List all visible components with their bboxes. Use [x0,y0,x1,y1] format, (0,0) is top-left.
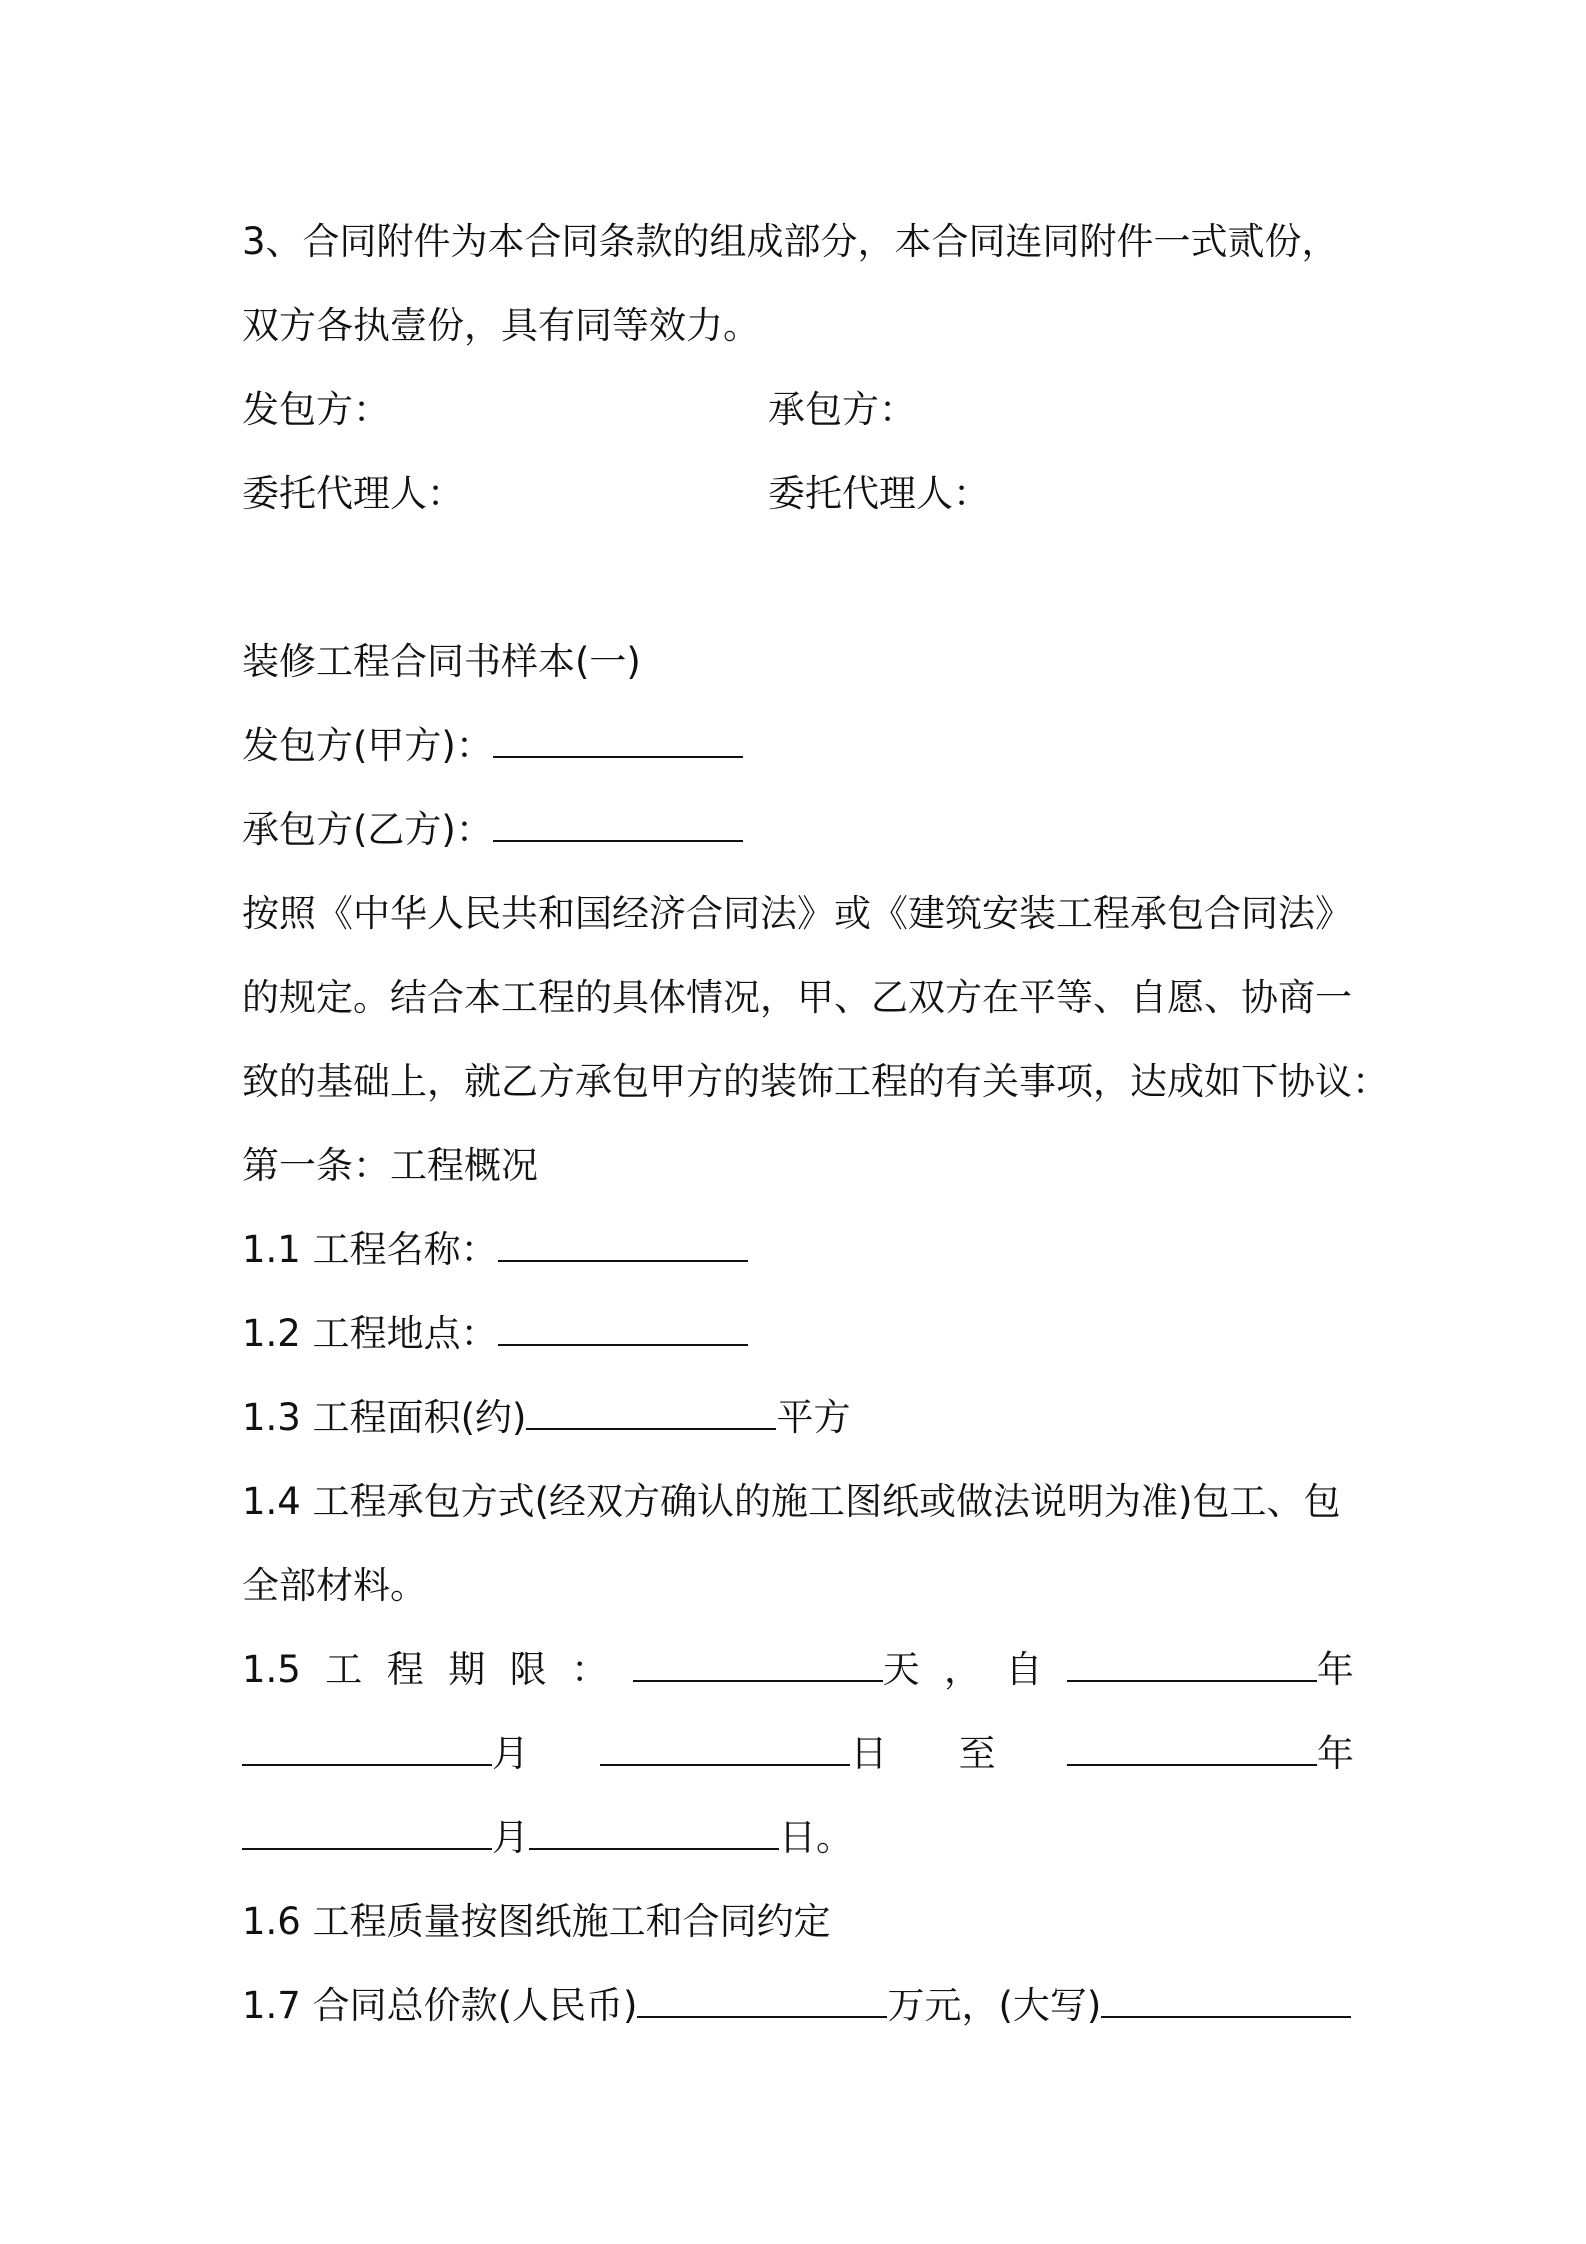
price-unit: 万元， [887,1984,999,2027]
contractor-signature-label: 承包方： [768,388,916,431]
party-b-line [242,788,1354,872]
end-day-blank[interactable] [529,1814,779,1850]
signature-row-agents [242,452,1354,536]
project-name-label: 1.1 工程名称： [242,1228,498,1271]
to-label: 至 [958,1732,996,1775]
item-1-4-line-2: 全部材料。 [242,1564,427,1607]
end-year-group [1067,1712,1354,1796]
start-day-group [600,1712,887,1796]
end-year-unit: 年 [1316,1732,1354,1775]
template-title: 装修工程合同书样本(一) [242,640,641,683]
start-day-blank[interactable] [600,1730,850,1766]
total-price-blank[interactable] [637,1982,887,2018]
area-unit: 平方 [776,1396,851,1439]
date-unit: 日 [850,1732,888,1775]
party-b-label: 承包方(乙方)： [242,808,493,851]
item-1-5-line-1 [242,1628,1354,1712]
item-1-7 [242,1964,1354,2048]
party-a-label: 发包方(甲方)： [242,724,493,767]
end-year-blank[interactable] [1067,1730,1317,1766]
start-year-blank[interactable] [1067,1646,1317,1682]
end-month-unit: 月 [492,1816,529,1859]
project-area-label: 1.3 工程面积(约) [242,1396,527,1439]
start-month-blank[interactable] [242,1730,492,1766]
item-1-4-line-1: 1.4 工程承包方式(经双方确认的施工图纸或做法说明为准)包工、包 [242,1480,1341,1523]
employer-signature-label: 发包方： [242,388,390,431]
duration-label-colon: ： [571,1648,609,1691]
day-unit: 天 [882,1648,920,1691]
party-a-line [242,704,1354,788]
article-1-title: 第一条：工程概况 [242,1144,538,1187]
party-b-blank[interactable] [493,806,743,842]
from-label: 自 [1005,1648,1043,1691]
item-1-6: 1.6 工程质量按图纸施工和合同约定 [242,1900,831,1943]
duration-label-char-4: 限 [509,1648,547,1691]
document-body [242,200,1389,2048]
item-1-2 [242,1292,1354,1376]
item-1-5-line-3 [242,1796,1354,1880]
duration-label-char-3: 期 [448,1648,486,1691]
total-price-label: 1.7 合同总价款(人民币) [242,1984,638,2027]
year-unit: 年 [1316,1648,1354,1691]
signature-row-parties [242,368,1354,452]
start-year-group [1067,1628,1354,1712]
end-month-blank[interactable] [242,1814,492,1850]
section-spacer [242,536,1354,620]
duration-label-char-2: 程 [386,1648,424,1691]
project-location-blank[interactable] [498,1310,748,1346]
party-a-blank[interactable] [493,722,743,758]
capital-amount-label: (大写) [998,1984,1102,2027]
month-unit: 月 [492,1732,529,1775]
clause-3-line-1: 3、合同附件为本合同条款的组成部分，本合同连同附件一式贰份， [242,220,1339,263]
project-area-blank[interactable] [526,1394,776,1430]
duration-days-blank[interactable] [633,1646,883,1682]
duration-comma: ， [944,1648,982,1691]
end-date-unit: 日。 [779,1816,853,1859]
duration-days-group [633,1628,920,1712]
clause-3-line-2: 双方各执壹份，具有同等效力。 [242,304,760,347]
employer-agent-label: 委托代理人： [242,472,464,515]
intro-line-3: 致的基础上，就乙方承包甲方的装饰工程的有关事项，达成如下协议： [242,1060,1389,1103]
project-location-label: 1.2 工程地点： [242,1312,498,1355]
capital-amount-blank[interactable] [1101,1982,1351,2018]
intro-line-1: 按照《中华人民共和国经济合同法》或《建筑安装工程承包合同法》 [242,892,1352,935]
duration-label-char-1: 工 [325,1648,363,1691]
project-name-blank[interactable] [498,1226,748,1262]
duration-label-num: 1.5 [242,1648,301,1691]
start-month-group [242,1712,529,1796]
contractor-agent-label: 委托代理人： [768,472,990,515]
item-1-3 [242,1376,1354,1460]
intro-line-2: 的规定。结合本工程的具体情况，甲、乙双方在平等、自愿、协商一 [242,976,1352,1019]
item-1-1 [242,1208,1354,1292]
item-1-5-line-2 [242,1712,1354,1796]
